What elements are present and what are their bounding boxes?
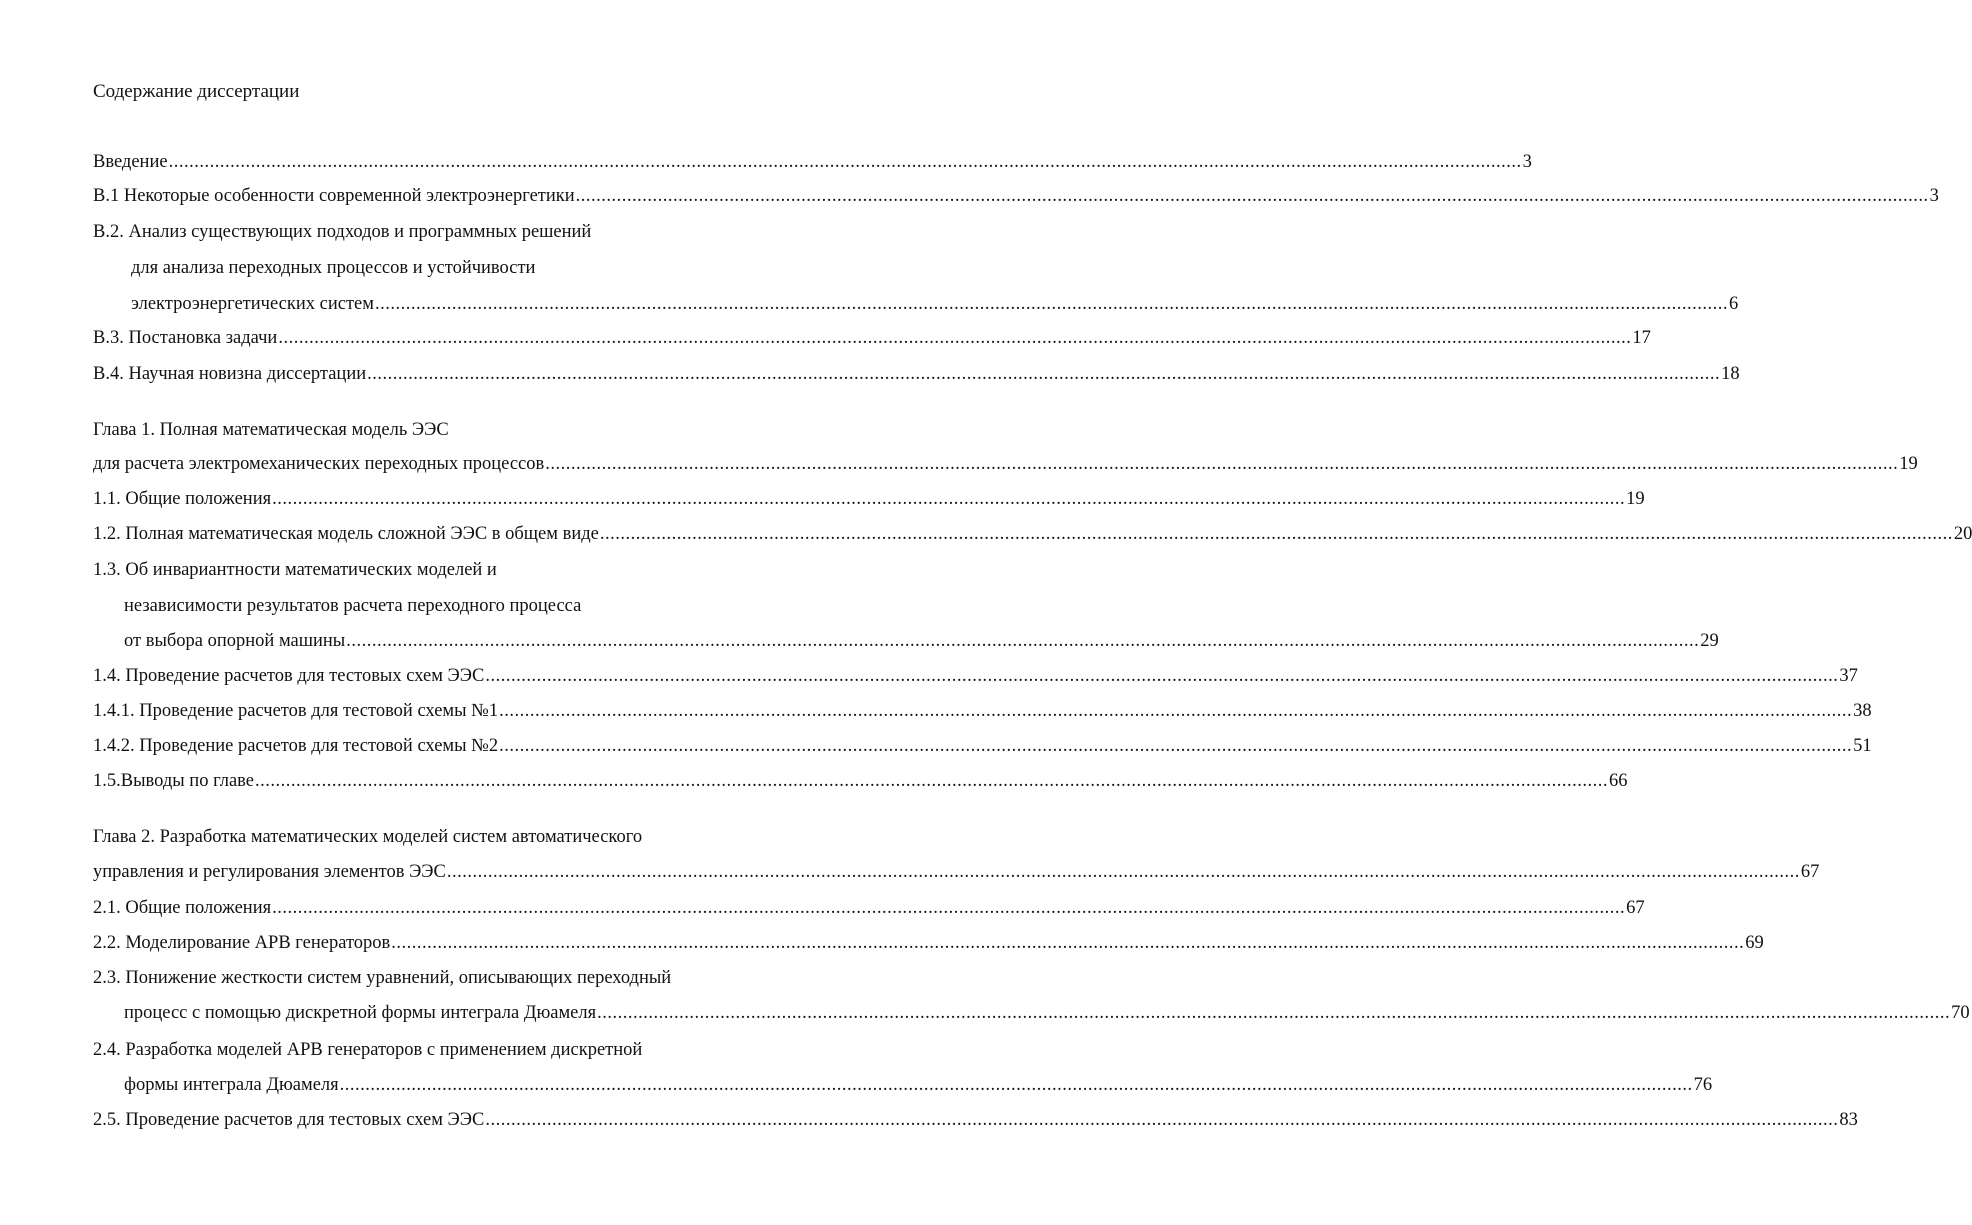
toc-entry [93, 487, 1645, 511]
dot-leader: ........................................................................................................................................................................................................................................................................ [168, 152, 1522, 172]
toc-entry-text: Глава 2. Разработка математических моделей систем автоматического [93, 827, 643, 847]
toc-entry-text: 1.4.1. Проведение расчетов для тестовой схемы №1 [93, 701, 499, 721]
toc-entry-page: 29 [1700, 631, 1719, 651]
toc-entry-text: для анализа переходных процессов и устойчивости [131, 258, 536, 278]
dot-leader: ........................................................................................................................................................................................................................................................................ [272, 898, 1626, 918]
toc-entry-page: 83 [1839, 1110, 1858, 1130]
toc-entry-continuation [131, 292, 1739, 316]
dot-leader: ........................................................................................................................................................................................................................................................................ [367, 364, 1721, 384]
dot-leader: ........................................................................................................................................................................................................................................................................ [391, 933, 1745, 953]
dot-leader: ........................................................................................................................................................................................................................................................................ [446, 862, 1800, 882]
toc-chapter-heading [93, 825, 642, 849]
toc-entry-continuation [124, 1073, 1713, 1097]
toc-entry-page: 51 [1853, 736, 1872, 756]
page-title: Содержание диссертации [93, 81, 300, 102]
dot-leader: ........................................................................................................................................................................................................................................................................ [575, 186, 1929, 206]
toc-entry-text: В.1 Некоторые особенности современной электроэнергетики [93, 186, 575, 206]
toc-entry-text: 2.5. Проведение расчетов для тестовых схем ЭЭС [93, 1110, 485, 1130]
toc-entry-page: 17 [1632, 328, 1651, 348]
dot-leader: ........................................................................................................................................................................................................................................................................ [339, 1075, 1693, 1095]
dot-leader: ........................................................................................................................................................................................................................................................................ [545, 454, 1899, 474]
toc-entry [93, 664, 1858, 688]
toc-entry [93, 860, 1820, 884]
toc-entry [93, 326, 1651, 350]
toc-entry [93, 769, 1628, 793]
toc-entry-text: процесс с помощью дискретной формы интеграла Дюамеля [124, 1003, 597, 1023]
toc-entry-page: 67 [1626, 898, 1645, 918]
dot-leader: ........................................................................................................................................................................................................................................................................ [499, 701, 1853, 721]
toc-entry-page: 18 [1721, 364, 1740, 384]
toc-entry [93, 1108, 1858, 1132]
toc-entry [93, 734, 1872, 758]
toc-entry-text: 1.4. Проведение расчетов для тестовых схем ЭЭС [93, 666, 485, 686]
toc-entry-page: 69 [1745, 933, 1764, 953]
toc-entry [93, 522, 1972, 546]
toc-entry-text: В.2. Анализ существующих подходов и программных решений [93, 222, 592, 242]
toc-entry-page: 20 [1953, 524, 1972, 544]
toc-entry-page: 3 [1929, 186, 1939, 206]
toc-entry-text: формы интеграла Дюамеля [124, 1075, 339, 1095]
toc-entry-text: 2.3. Понижение жесткости систем уравнений, описывающих переходный [93, 968, 672, 988]
toc-entry-text: для расчета электромеханических переходных процессов [93, 454, 545, 474]
toc-entry [93, 896, 1645, 920]
dot-leader: ........................................................................................................................................................................................................................................................................ [278, 328, 1632, 348]
toc-entry-page: 67 [1800, 862, 1820, 882]
toc-entry-text: 1.3. Об инвариантности математических моделей и [93, 560, 497, 580]
toc-entry [93, 184, 1939, 208]
dot-leader: ........................................................................................................................................................................................................................................................................ [374, 294, 1728, 314]
toc-entry-text: 1.4.2. Проведение расчетов для тестовой схемы №2 [93, 736, 499, 756]
toc-entry-text: от выбора опорной машины [124, 631, 346, 651]
toc-entry-text: 1.5.Выводы по главе [93, 771, 255, 791]
toc-entry-page: 19 [1626, 489, 1645, 509]
toc-entry-text: В.3. Постановка задачи [93, 328, 278, 348]
toc-entry-page: 66 [1609, 771, 1628, 791]
toc-entry [93, 362, 1740, 386]
toc-entry-text: электроэнергетических систем [131, 294, 374, 314]
toc-entry-page: 3 [1522, 152, 1532, 172]
toc-entry [93, 150, 1532, 174]
toc-entry [93, 931, 1764, 955]
toc-entry-continuation [131, 256, 535, 280]
toc-entry-text: 2.4. Разработка моделей АРВ генераторов с применением дискретной [93, 1040, 643, 1060]
toc-entry-continuation [124, 594, 581, 618]
toc-entry-text: 2.1. Общие положения [93, 898, 272, 918]
toc-entry-text: 1.1. Общие положения [93, 489, 272, 509]
dot-leader: ........................................................................................................................................................................................................................................................................ [499, 736, 1853, 756]
toc-entry [93, 452, 1918, 476]
dot-leader: ........................................................................................................................................................................................................................................................................ [597, 1003, 1951, 1023]
dot-leader: ........................................................................................................................................................................................................................................................................ [485, 1110, 1839, 1130]
toc-entry-page: 38 [1853, 701, 1872, 721]
toc-entry [93, 966, 671, 990]
toc-entry-text: управления и регулирования элементов ЭЭС [93, 862, 446, 882]
toc-entry-page: 19 [1899, 454, 1918, 474]
toc-entry-text: 2.2. Моделирование АРВ генераторов [93, 933, 391, 953]
toc-entry-text: В.4. Научная новизна диссертации [93, 364, 367, 384]
toc-entry [93, 220, 591, 244]
toc-entry-continuation [124, 1001, 1970, 1025]
toc-entry-page: 6 [1728, 294, 1739, 314]
toc-chapter-heading [93, 418, 449, 442]
toc-entry [93, 1038, 642, 1062]
toc-entry-text: Введение [93, 152, 168, 172]
toc-entry-page: 70 [1951, 1003, 1970, 1023]
toc-entry-text: Глава 1. Полная математическая модель ЭЭС [93, 420, 449, 440]
dot-leader: ........................................................................................................................................................................................................................................................................ [255, 771, 1609, 791]
toc-entry-text: независимости результатов расчета переходного процесса [124, 596, 582, 616]
toc-entry-continuation [124, 629, 1719, 653]
toc-entry-text: 1.2. Полная математическая модель сложной ЭЭС в общем виде [93, 524, 599, 544]
toc-entry-page: 76 [1693, 1075, 1713, 1095]
dot-leader: ........................................................................................................................................................................................................................................................................ [272, 489, 1626, 509]
dot-leader: ........................................................................................................................................................................................................................................................................ [599, 524, 1953, 544]
dot-leader: ........................................................................................................................................................................................................................................................................ [346, 631, 1700, 651]
toc-entry-page: 37 [1839, 666, 1858, 686]
toc-entry [93, 699, 1872, 723]
toc-entry [93, 558, 497, 582]
dot-leader: ........................................................................................................................................................................................................................................................................ [485, 666, 1839, 686]
